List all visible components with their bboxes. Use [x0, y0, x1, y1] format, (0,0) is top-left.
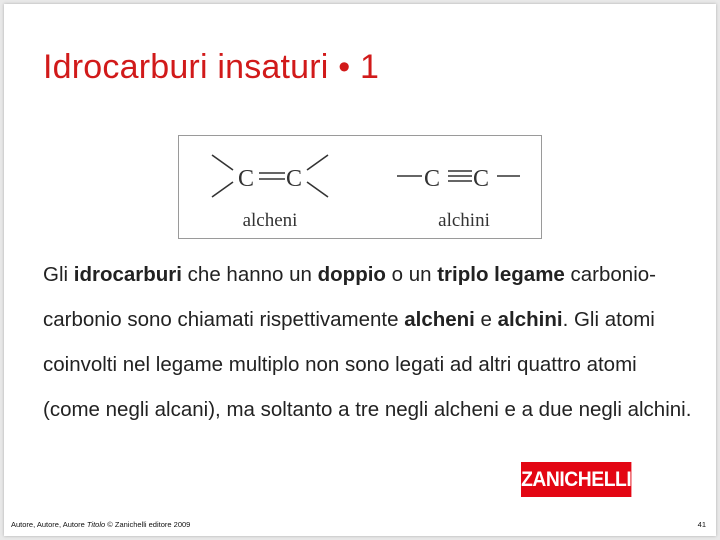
alkene-carbon-2: C	[286, 166, 303, 192]
page-number: 41	[697, 520, 706, 529]
body-text-2: che hanno un	[181, 263, 318, 286]
term-doppio: doppio	[317, 263, 386, 286]
alkyne-carbon-1: C	[424, 166, 441, 192]
bond-diagram	[179, 136, 541, 238]
term-idrocarburi: idrocarburi	[73, 263, 182, 286]
body-text-1: Gli	[43, 263, 74, 286]
slide-title: Idrocarburi insaturi • 1	[43, 48, 380, 86]
alkene-caption: alcheni	[242, 210, 298, 231]
body-text-5: e	[474, 308, 498, 331]
body-paragraph	[43, 252, 693, 432]
body-text-3: o un	[385, 263, 438, 286]
alkyne-caption: alchini	[438, 210, 490, 231]
footer-credits	[11, 520, 190, 529]
term-triplo-legame: triplo legame	[437, 263, 565, 286]
zanichelli-logo: ZANICHELLI	[521, 462, 631, 497]
body-text-4: carbonio-carbonio sono chiamati rispettivamente	[43, 263, 656, 331]
footer-publisher: © Zanichelli editore 2009	[105, 520, 191, 529]
slide	[4, 4, 716, 536]
alkyne-carbon-2: C	[473, 166, 490, 192]
hydrocarbon-figure	[178, 135, 542, 239]
alkyne-bonds	[397, 171, 520, 181]
alkene-bonds	[212, 155, 328, 197]
term-alchini: alchini	[497, 308, 563, 331]
body-text-6: . Gli atomi coinvolti nel legame multiplo non sono legati ad altri quattro atomi (come negli alcani), ma soltanto a tre negli alcheni e a due negli alchini.	[43, 308, 692, 421]
term-alcheni: alcheni	[404, 308, 475, 331]
alkene-carbon-1: C	[238, 166, 255, 192]
footer-authors: Autore, Autore, Autore	[11, 520, 87, 529]
footer-title: Titolo	[86, 520, 106, 529]
